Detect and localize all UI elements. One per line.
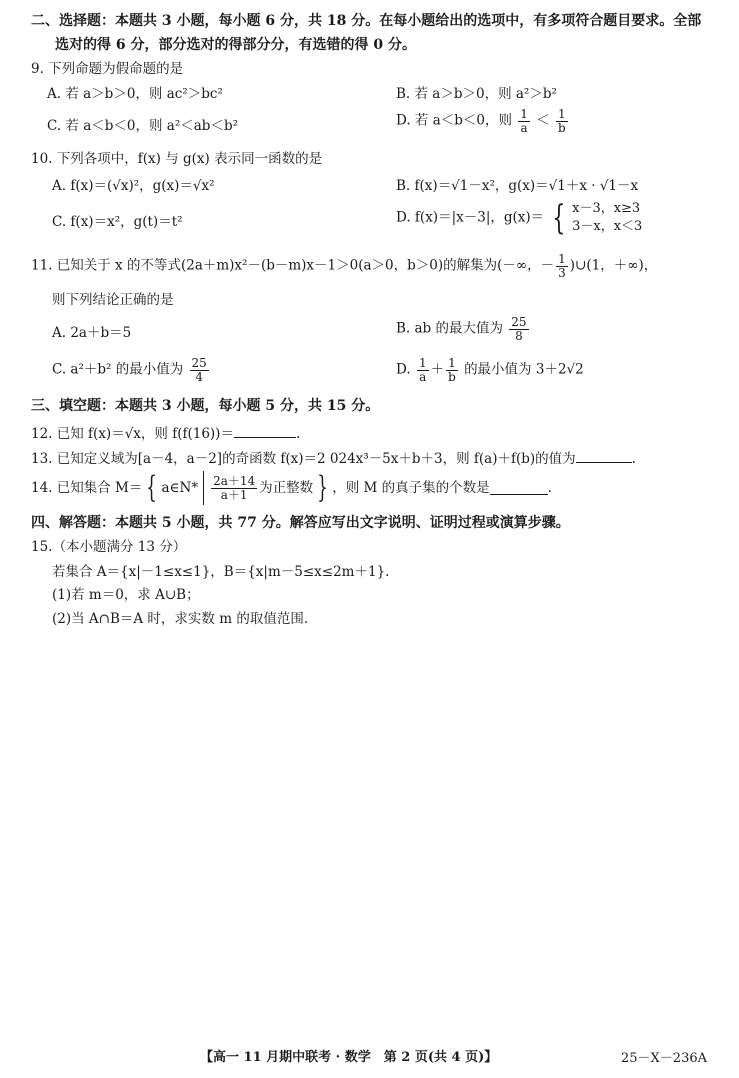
denominator: 3 <box>558 265 566 280</box>
denominator: a <box>419 369 427 384</box>
option-d <box>396 108 570 134</box>
question-part: (1)若 m＝0，求 A∪B； <box>52 587 200 603</box>
option-d-text: D. f(x)＝|x－3|，g(x)＝ <box>396 209 545 226</box>
page-footer: 【高一 11 月期中联考 · 数学 第 2 页(共 4 页)】 <box>200 1050 498 1065</box>
punctuation: . <box>547 479 552 496</box>
numerator: 1 <box>558 107 566 121</box>
answer-blank <box>490 482 548 495</box>
left-brace: { <box>146 470 158 505</box>
stem-text: 11. 已知关于 x 的不等式(2a＋m)x²－(b－m)x－1＞0(a＞0，b＞0)的解集为(－∞，－ <box>31 257 555 274</box>
punctuation: . <box>631 451 636 467</box>
question-14 <box>31 471 552 505</box>
question-stem <box>31 253 657 279</box>
option-d-label: D. <box>396 361 411 378</box>
question-part: (2)当 A∩B＝A 时，求实数 m 的取值范围. <box>52 611 309 627</box>
question-12 <box>31 425 300 442</box>
fraction <box>211 475 257 501</box>
numerator: 1 <box>448 356 456 370</box>
denominator: a＋1 <box>220 487 248 502</box>
cases <box>572 200 642 235</box>
numerator: 1 <box>520 107 528 121</box>
option-a: A. 2a＋b＝5 <box>52 325 132 341</box>
question-stem: 9. 下列命题为假命题的是 <box>31 61 184 77</box>
operator: ＋ <box>430 361 445 378</box>
section-heading: 三、填空题：本题共 3 小题，每小题 5 分，共 15 分。 <box>31 398 380 414</box>
set-condition: 为正整数 <box>259 479 314 496</box>
option-b: B. 若 a＞b＞0，则 a²＞b² <box>396 86 557 102</box>
answer-blank <box>576 450 632 463</box>
case: x－3，x≥3 <box>572 201 641 216</box>
denominator: b <box>448 369 456 384</box>
section-heading: 二、选择题：本题共 3 小题，每小题 6 分，共 18 分。在每小题给出的选项中，有多项符合题目要求。全部 <box>31 13 702 29</box>
question-stem: 10. 下列各项中，f(x) 与 g(x) 表示同一函数的是 <box>31 151 323 167</box>
denominator: b <box>558 120 566 135</box>
question-13 <box>31 450 636 467</box>
set-element: a∈N* <box>161 479 199 496</box>
question-text: 14. 已知集合 M＝ <box>31 479 143 496</box>
fraction <box>556 108 568 134</box>
punctuation: . <box>295 426 301 442</box>
case: 3－x，x＜3 <box>572 218 643 234</box>
option-c-text: C. a²＋b² 的最小值为 <box>52 361 184 378</box>
piecewise <box>548 197 643 238</box>
question-text: ，则 M 的真子集的个数是 <box>332 479 490 496</box>
section-heading-cont: 选对的得 6 分，部分选对的得部分分，有选错的得 0 分。 <box>55 37 416 53</box>
option-b-text: B. ab 的最大值为 <box>396 320 503 337</box>
fraction <box>509 316 528 342</box>
left-brace: { <box>552 197 566 238</box>
numerator: 1 <box>558 252 566 266</box>
numerator: 25 <box>191 356 207 370</box>
option-c: C. 若 a＜b＜0，则 a²＜ab＜b² <box>47 118 238 134</box>
set-notation <box>142 471 332 505</box>
option-d <box>396 197 643 238</box>
fraction <box>446 357 458 383</box>
set-divider <box>203 471 204 505</box>
stem-text: )∪(1，＋∞)， <box>569 257 658 274</box>
option-b: B. f(x)＝√1－x²，g(x)＝√1＋x · √1－x <box>396 178 639 194</box>
section-heading: 四、解答题：本题共 5 小题，共 77 分。解答应写出文字说明、证明过程或演算步骤。 <box>31 515 570 531</box>
question-stem: 15.（本小题满分 13 分） <box>31 539 187 555</box>
numerator: 25 <box>511 315 527 329</box>
question-text: 13. 已知定义域为[a－4，a－2]的奇函数 f(x)＝2 024x³－5x＋b＋3，则 f(a)＋f(b)的值为 <box>31 451 576 467</box>
question-text: 12. 已知 f(x)＝√x，则 f(f(16))＝ <box>31 426 234 442</box>
denominator: 4 <box>195 369 203 384</box>
fraction <box>417 357 429 383</box>
denominator: 8 <box>515 328 523 343</box>
option-a: A. f(x)＝(√x)²，g(x)＝√x² <box>52 178 215 194</box>
right-brace: } <box>317 470 328 505</box>
option-c <box>52 357 211 383</box>
denominator: a <box>520 120 528 135</box>
option-c: C. f(x)＝x²，g(t)＝t² <box>52 214 183 230</box>
option-d-text: 的最小值为 3＋2√2 <box>464 361 584 378</box>
numerator: 2a＋14 <box>213 473 256 488</box>
fraction <box>518 108 530 134</box>
option-b <box>396 316 531 342</box>
question-stem-cont: 则下列结论正确的是 <box>52 292 174 308</box>
answer-blank <box>234 425 296 438</box>
numerator: 1 <box>418 356 427 370</box>
fraction <box>556 253 568 279</box>
option-a: A. 若 a＞b＞0，则 ac²＞bc² <box>47 86 223 102</box>
exam-code: 25－X－236A <box>621 1051 707 1066</box>
option-d <box>396 357 584 383</box>
relation: ＜ <box>536 112 550 129</box>
option-d-text: D. 若 a＜b＜0，则 <box>396 112 512 129</box>
fraction <box>190 357 209 383</box>
question-body: 若集合 A＝{x|－1≤x≤1}，B＝{x|m－5≤x≤2m＋1}. <box>52 564 390 580</box>
